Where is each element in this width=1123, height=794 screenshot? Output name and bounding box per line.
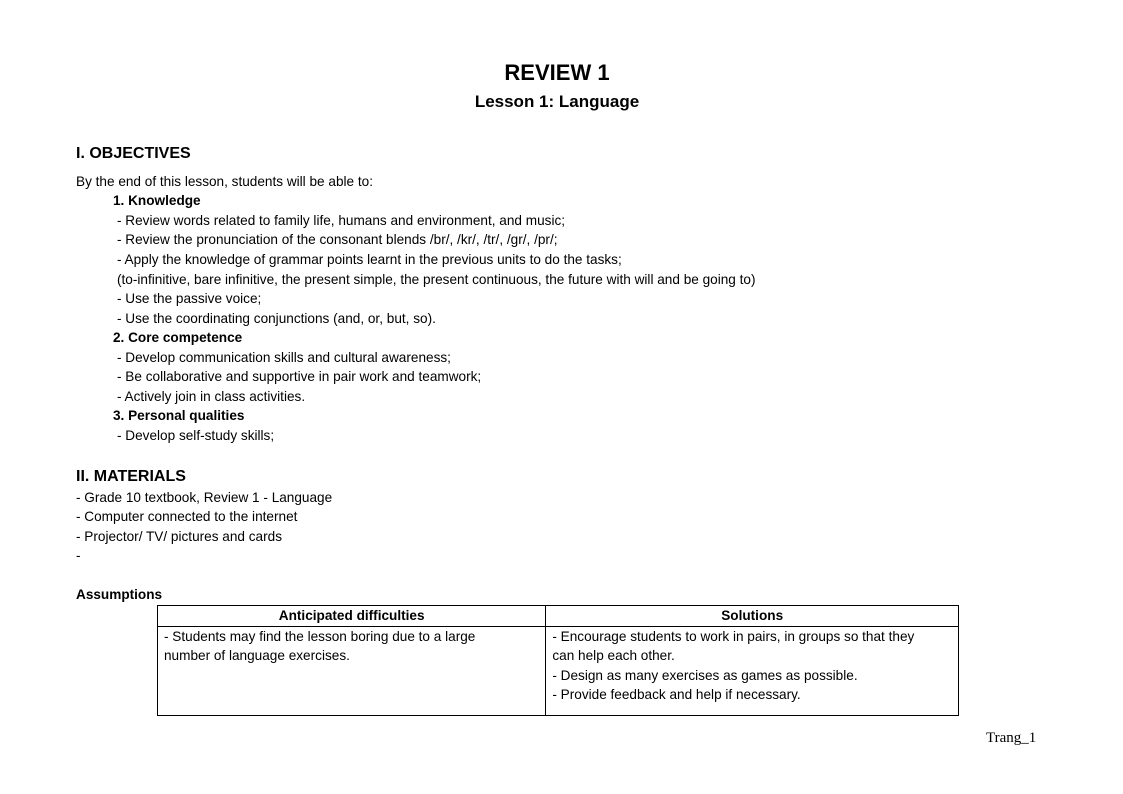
objectives-intro: By the end of this lesson, students will be able to: <box>76 174 373 189</box>
materials-item: - Projector/ TV/ pictures and cards <box>76 529 283 544</box>
assumptions-table <box>157 605 959 716</box>
solution-line: - Provide feedback and help if necessary. <box>552 687 801 702</box>
knowledge-item: - Review the pronunciation of the consonant blends /br/, /kr/, /tr/, /gr/, /pr/; <box>117 232 558 247</box>
materials-item: - Grade 10 textbook, Review 1 - Language <box>76 490 333 505</box>
objectives-heading: I. OBJECTIVES <box>76 145 191 162</box>
difficulties-cell <box>158 626 546 715</box>
solution-line: - Design as many exercises as games as possible. <box>552 667 858 683</box>
document-title: REVIEW 1 <box>504 60 610 85</box>
table-row <box>158 626 959 715</box>
page-number: Trang_1 <box>986 730 1037 746</box>
knowledge-item: - Use the coordinating conjunctions (and, or, but, so). <box>117 311 436 326</box>
table-header-row <box>158 606 959 627</box>
knowledge-item: - Apply the knowledge of grammar points learnt in the previous units to do the tasks; <box>117 252 622 267</box>
knowledge-item: - Review words related to family life, humans and environment, and music; <box>117 213 566 228</box>
difficulty-line: number of language exercises. <box>164 648 350 663</box>
materials-item: - Computer connected to the internet <box>76 509 298 524</box>
core-competence-item: - Be collaborative and supportive in pair work and teamwork; <box>117 369 482 384</box>
materials-heading: II. MATERIALS <box>76 468 186 485</box>
solution-line: can help each other. <box>552 648 675 663</box>
difficulty-line: - Students may find the lesson boring due to a large <box>164 628 476 644</box>
knowledge-item: - Use the passive voice; <box>117 291 262 306</box>
column-header-difficulties: Anticipated difficulties <box>158 606 546 627</box>
solution-line: - Encourage students to work in pairs, in groups so that they <box>552 628 915 644</box>
knowledge-item: (to-infinitive, bare infinitive, the present simple, the present continuous, the future with will and be going to) <box>117 272 756 287</box>
core-competence-heading: 2. Core competence <box>113 330 243 345</box>
solutions-cell <box>546 626 959 715</box>
column-header-solutions: Solutions <box>546 606 959 627</box>
personal-qualities-item: - Develop self-study skills; <box>117 428 275 443</box>
knowledge-heading: 1. Knowledge <box>113 193 201 208</box>
core-competence-item: - Develop communication skills and cultural awareness; <box>117 350 451 365</box>
document-subtitle: Lesson 1: Language <box>474 92 640 111</box>
core-competence-item: - Actively join in class activities. <box>117 389 306 404</box>
materials-item: - <box>76 548 81 563</box>
assumptions-heading: Assumptions <box>76 587 163 602</box>
personal-qualities-heading: 3. Personal qualities <box>113 408 245 423</box>
